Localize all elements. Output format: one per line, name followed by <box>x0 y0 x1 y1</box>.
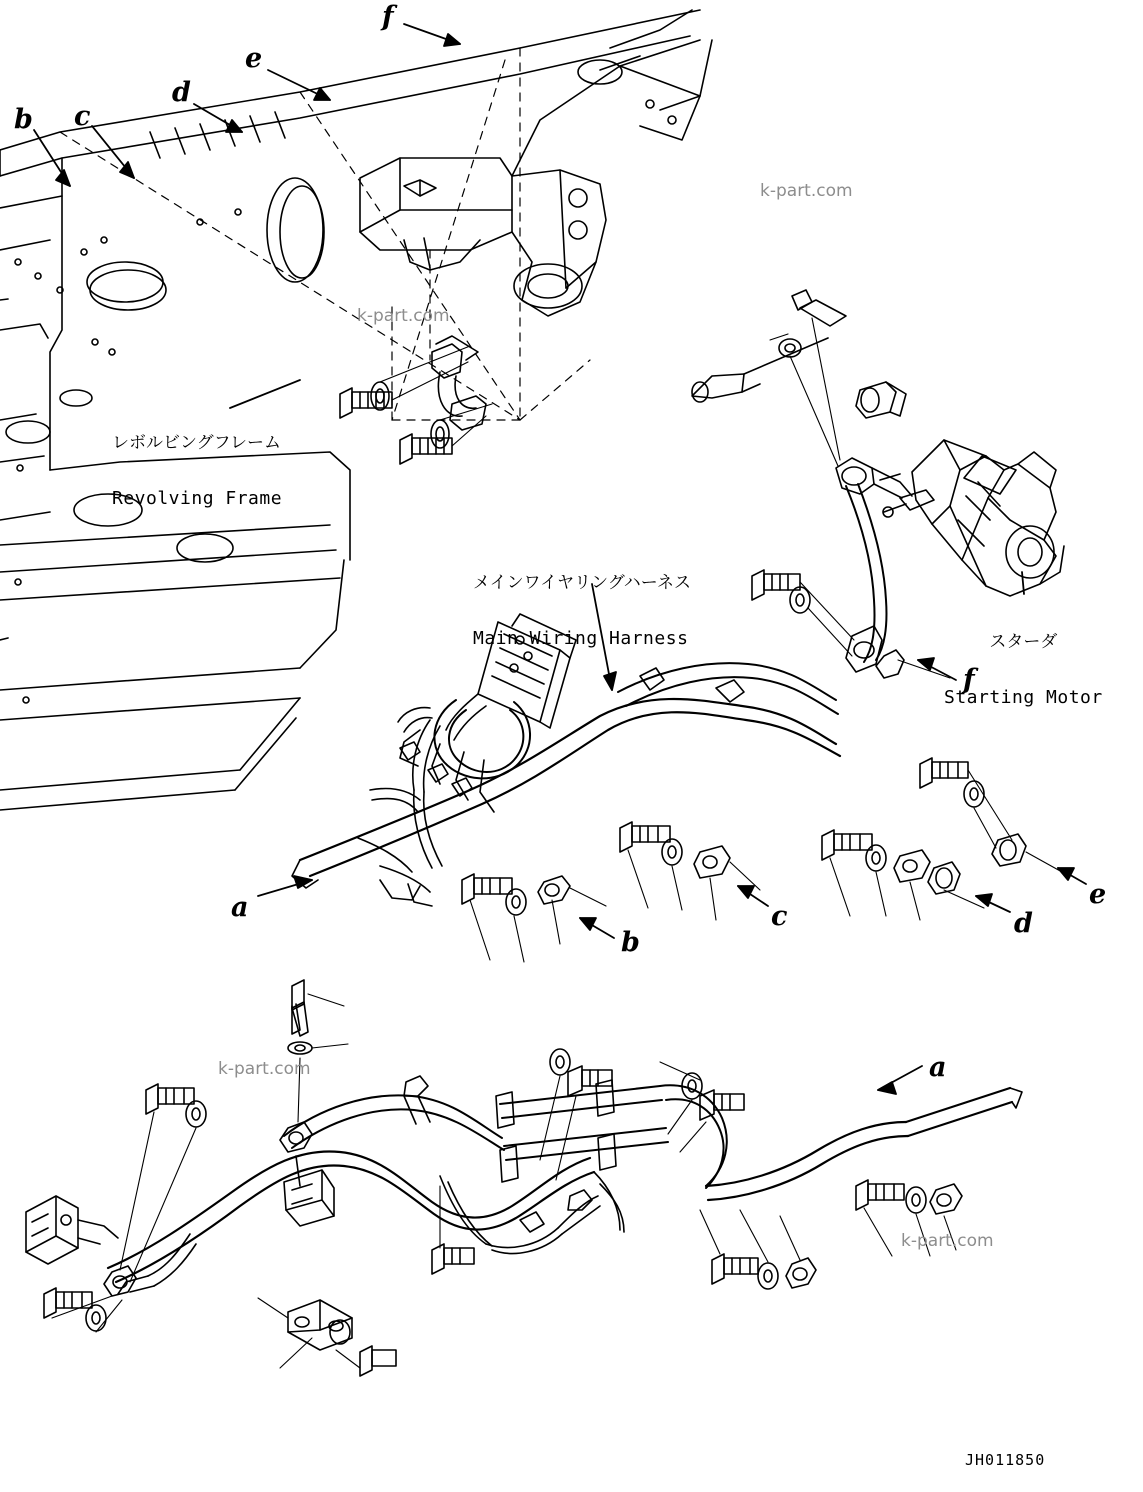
callout-c-top: c <box>74 101 91 132</box>
callout-a-mid: a <box>231 892 249 923</box>
callout-b-top: b <box>14 104 33 135</box>
lower-harness-assembly <box>26 1076 1022 1296</box>
label-revolving-frame-en: Revolving Frame <box>112 487 283 509</box>
label-starting-motor-jp: スターダ <box>989 631 1058 652</box>
watermark-4: k-part.com <box>901 1231 994 1251</box>
label-starting-motor <box>944 597 1103 744</box>
watermark-3: k-part.com <box>218 1059 311 1079</box>
label-main-wiring-harness-jp: メインワイヤリングハーネス <box>473 572 691 593</box>
watermark-1: k-part.com <box>760 181 853 201</box>
fastener-group-harness-bottom <box>462 758 1062 962</box>
starting-motor-assembly <box>880 440 1064 596</box>
revolving-frame-structure <box>0 10 712 810</box>
callout-c-mid: c <box>771 901 788 932</box>
pipe-part-topright <box>692 338 828 402</box>
label-starting-motor-en: Starting Motor <box>944 686 1103 708</box>
label-revolving-frame-jp: レボルビングフレーム <box>112 432 281 453</box>
callout-f-top: f <box>382 1 394 32</box>
label-main-wiring-harness-en: Main Wiring Harness <box>473 627 689 649</box>
starter-cable <box>836 458 912 672</box>
fastener-group-starter <box>770 290 906 466</box>
label-main-wiring-harness <box>473 538 691 685</box>
fastener-group-lower <box>44 980 962 1376</box>
callout-a-bottom: a <box>929 1052 947 1083</box>
label-revolving-frame <box>112 398 282 545</box>
callout-f-right: f <box>963 664 975 695</box>
watermark-2: k-part.com <box>357 306 450 326</box>
callout-d-mid: d <box>1014 908 1033 939</box>
callout-b-mid: b <box>621 927 640 958</box>
drawing-number: JH011850 <box>965 1451 1046 1469</box>
fastener-group-upper-left <box>340 346 492 464</box>
callout-d-top: d <box>172 77 191 108</box>
callout-e-top: e <box>245 43 263 74</box>
callout-e-mid: e <box>1089 879 1107 910</box>
